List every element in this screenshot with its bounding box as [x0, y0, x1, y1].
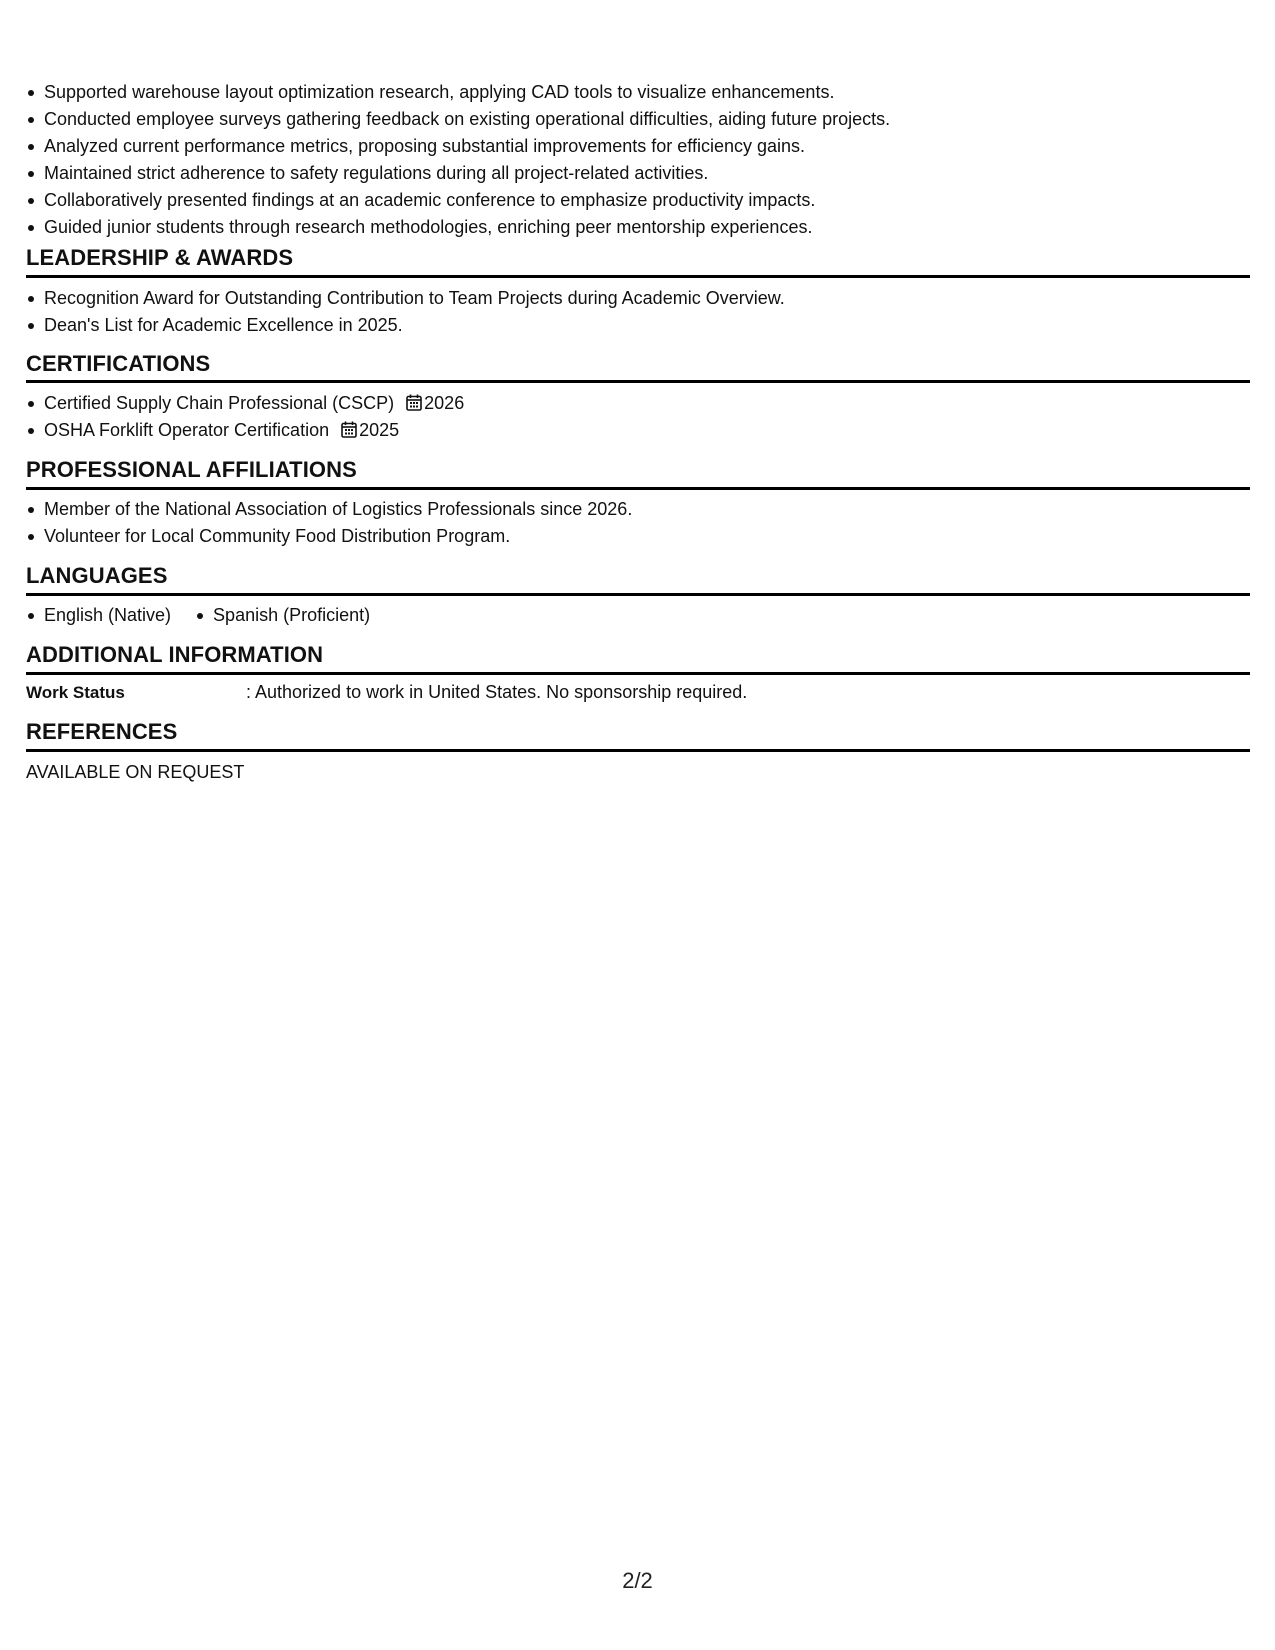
calendar-icon [406, 394, 422, 411]
work-status-row [26, 680, 747, 705]
list-item: Supported warehouse layout optimization research, applying CAD tools to visualize enhancements. [26, 79, 890, 106]
list-item: English (Native) [26, 602, 171, 629]
section-title-certifications: CERTIFICATIONS [26, 351, 211, 376]
list-item [26, 417, 464, 444]
section-title-affiliations: PROFESSIONAL AFFILIATIONS [26, 457, 357, 482]
languages-list [26, 602, 394, 629]
calendar-icon [341, 421, 357, 438]
certification-year: 2025 [359, 420, 400, 440]
list-item: Maintained strict adherence to safety regulations during all project-related activities. [26, 160, 890, 187]
list-item: Analyzed current performance metrics, proposing substantial improvements for efficiency gains. [26, 133, 890, 160]
work-status-value: : Authorized to work in United States. No sponsorship required. [246, 682, 748, 702]
affiliations-list [26, 496, 632, 550]
list-item: Recognition Award for Outstanding Contribution to Team Projects during Academic Overview. [26, 285, 785, 312]
certifications-list [26, 390, 464, 444]
list-item: Spanish (Proficient) [195, 602, 370, 629]
certification-name: Certified Supply Chain Professional (CSCP) [44, 393, 395, 413]
list-item: Conducted employee surveys gathering feedback on existing operational difficulties, aiding future projects. [26, 106, 890, 133]
section-title-languages: LANGUAGES [26, 563, 168, 588]
section-divider [26, 275, 1250, 278]
page-number: 2/2 [622, 1568, 653, 1593]
list-item: Member of the National Association of Logistics Professionals since 2026. [26, 496, 632, 523]
section-divider [26, 672, 1250, 675]
section-divider [26, 593, 1250, 596]
work-status-label: Work Status [26, 683, 125, 702]
list-item: Dean's List for Academic Excellence in 2025. [26, 312, 785, 339]
section-divider [26, 380, 1250, 383]
section-divider [26, 487, 1250, 490]
section-title-references: REFERENCES [26, 719, 178, 744]
experience-bullet-list [26, 79, 890, 241]
languages-row [26, 602, 394, 629]
section-title-leadership: LEADERSHIP & AWARDS [26, 245, 294, 270]
references-text: AVAILABLE ON REQUEST [26, 762, 245, 782]
list-item: Volunteer for Local Community Food Distribution Program. [26, 523, 632, 550]
list-item [26, 390, 464, 417]
list-item: Collaboratively presented findings at an academic conference to emphasize productivity impacts. [26, 187, 890, 214]
certification-name: OSHA Forklift Operator Certification [44, 420, 330, 440]
section-divider [26, 749, 1250, 752]
list-item: Guided junior students through research methodologies, enriching peer mentorship experiences. [26, 214, 890, 241]
leadership-list [26, 285, 785, 339]
section-title-additional-information: ADDITIONAL INFORMATION [26, 642, 324, 667]
certification-year: 2026 [424, 393, 465, 413]
